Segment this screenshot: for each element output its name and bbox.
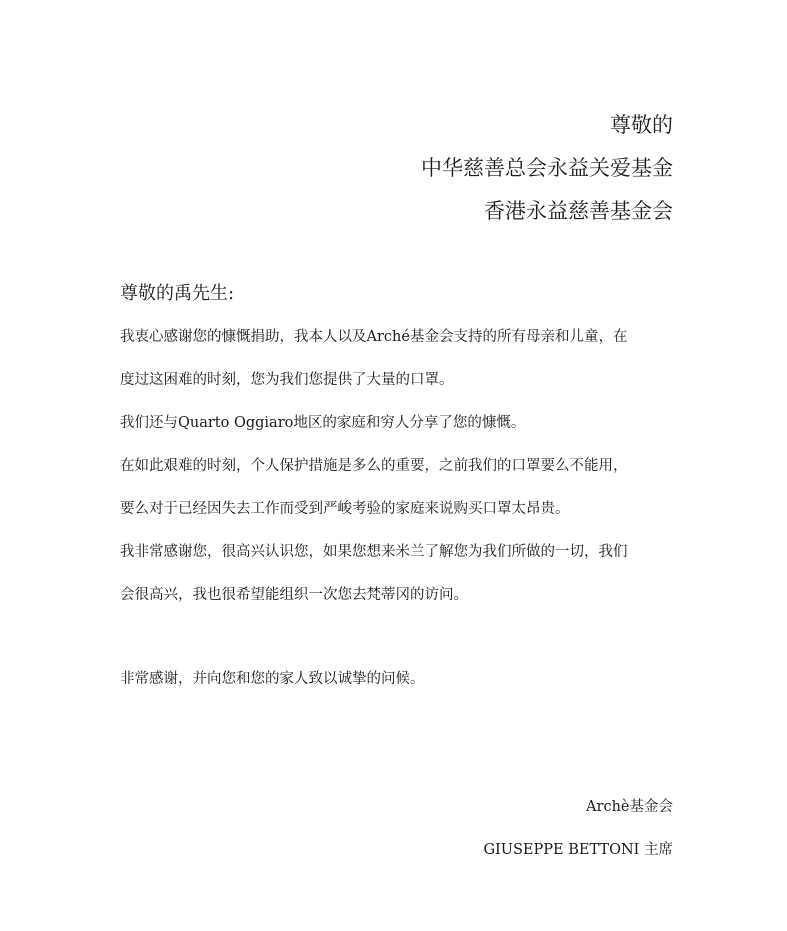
body-line-6: 我非常感谢您，很高兴认识您，如果您想来米兰了解您为我们所做的一切，我们 xyxy=(120,544,628,560)
salutation: 尊敬的禹先生: xyxy=(120,283,235,304)
body-line-2: 度过这困难的时刻，您为我们您提供了大量的口罩。 xyxy=(120,372,454,388)
recipient-line-3: 香港永益慈善基金会 xyxy=(484,199,673,223)
body-line-4: 在如此艰难的时刻，个人保护措施是多么的重要，之前我们的口罩要么不能用， xyxy=(120,458,628,474)
recipient-line-2: 中华慈善总会永益关爱基金 xyxy=(421,156,673,180)
recipient-line-1: 尊敬的 xyxy=(610,113,673,137)
recipient-block xyxy=(421,104,673,233)
body-line-1: 我衷心感谢您的慷慨捐助，我本人以及Arché基金会支持的所有母亲和儿童，在 xyxy=(120,329,628,345)
body-line-5: 要么对于已经因失去工作而受到严峻考验的家庭来说购买口罩太昂贵。 xyxy=(120,501,570,517)
closing-line: 非常感谢，并向您和您的家人致以诚挚的问候。 xyxy=(120,671,425,687)
body-line-7: 会很高兴，我也很希望能组织一次您去梵蒂冈的访问。 xyxy=(120,587,468,603)
signature-name-title: GIUSEPPE BETTONI 主席 xyxy=(483,842,673,858)
signature-organization: Archè基金会 xyxy=(586,799,673,815)
body-line-3: 我们还与Quarto Oggiaro地区的家庭和穷人分享了您的慷慨。 xyxy=(120,415,526,431)
